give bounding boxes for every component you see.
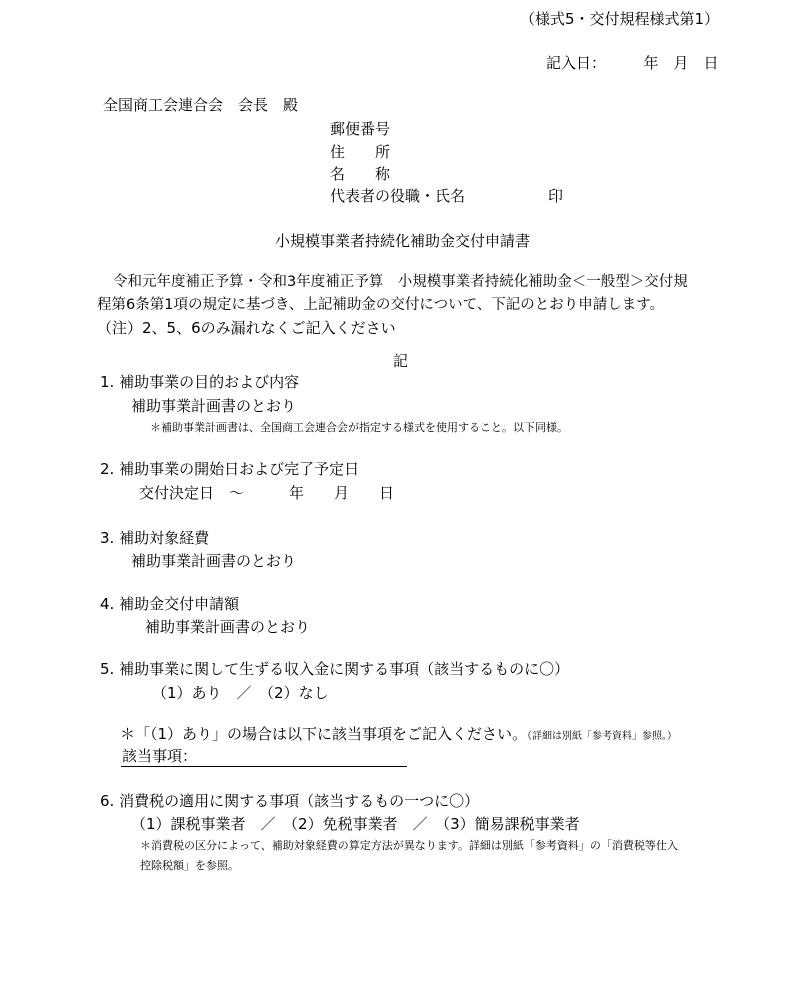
item-5-options: （1）あり ／ （2）なし [152, 684, 329, 702]
item-4-heading: 4. 補助金交付申請額 [100, 595, 240, 613]
item-5-note [120, 724, 677, 744]
intro-note: （注）2、5、6のみ漏れなくご記入ください [97, 319, 396, 337]
item-5-field-label: 該当事項： [122, 747, 198, 765]
item-6-note-line-1: ＊消費税の区分によって、補助対象経費の算定方法が異なります。詳細は別紙「参考資料」の「消費税等仕入 [140, 839, 678, 852]
item-1-heading: 1. 補助事業の目的および内容 [100, 373, 300, 391]
item-5-note-detail: （詳細は別紙「参考資料」参照。） [527, 731, 678, 742]
date-line: 記入日： 年 月 日 [546, 54, 719, 72]
addressee: 全国商工会連合会 会長 殿 [103, 96, 299, 114]
representative-label: 代表者の役職・氏名 [330, 187, 466, 205]
item-3-body: 補助事業計画書のとおり [131, 552, 297, 570]
seal-mark: 印 [548, 187, 564, 205]
item-1-note: ＊補助事業計画書は、全国商工会連合会が指定する様式を使用すること。以下同様。 [150, 421, 568, 434]
postal-code-label: 郵便番号 [330, 120, 391, 138]
item-2-heading: 2. 補助事業の開始日および完了予定日 [100, 460, 360, 478]
intro-line-2: 程第6条第1項の規定に基づき、上記補助金の交付について、下記のとおり申請します。 [97, 297, 665, 313]
item-2-body: 交付決定日 ～ 年 月 日 [139, 484, 395, 502]
item-6-options: （1）課税事業者 ／ （2）免税事業者 ／ （3）簡易課税事業者 [131, 815, 580, 833]
item-5-field-input-line[interactable] [121, 746, 407, 767]
item-3-heading: 3. 補助対象経費 [100, 529, 210, 547]
document-title: 小規模事業者持続化補助金交付申請書 [275, 232, 531, 250]
item-1-body: 補助事業計画書のとおり [131, 397, 297, 415]
item-4-body: 補助事業計画書のとおり [145, 618, 311, 636]
item-5-note-main: ＊「（1）あり」の場合は以下に該当事項をご記入ください。 [120, 725, 528, 743]
form-id: （様式5・交付規程様式第1） [520, 10, 720, 28]
item-5-heading: 5. 補助事業に関して生ずる収入金に関する事項（該当するものに〇） [100, 660, 570, 678]
address-label: 住 所 [330, 143, 391, 161]
item-6-heading: 6. 消費税の適用に関する事項（該当するもの一つに〇） [100, 792, 480, 810]
intro-line-1: 令和元年度補正予算・令和3年度補正予算 小規模事業者持続化補助金＜一般型＞交付規 [113, 274, 688, 290]
company-name-label: 名 称 [330, 165, 391, 183]
item-6-note-line-2: 控除税額」を参照。 [140, 859, 239, 872]
ki-heading: 記 [393, 352, 409, 370]
